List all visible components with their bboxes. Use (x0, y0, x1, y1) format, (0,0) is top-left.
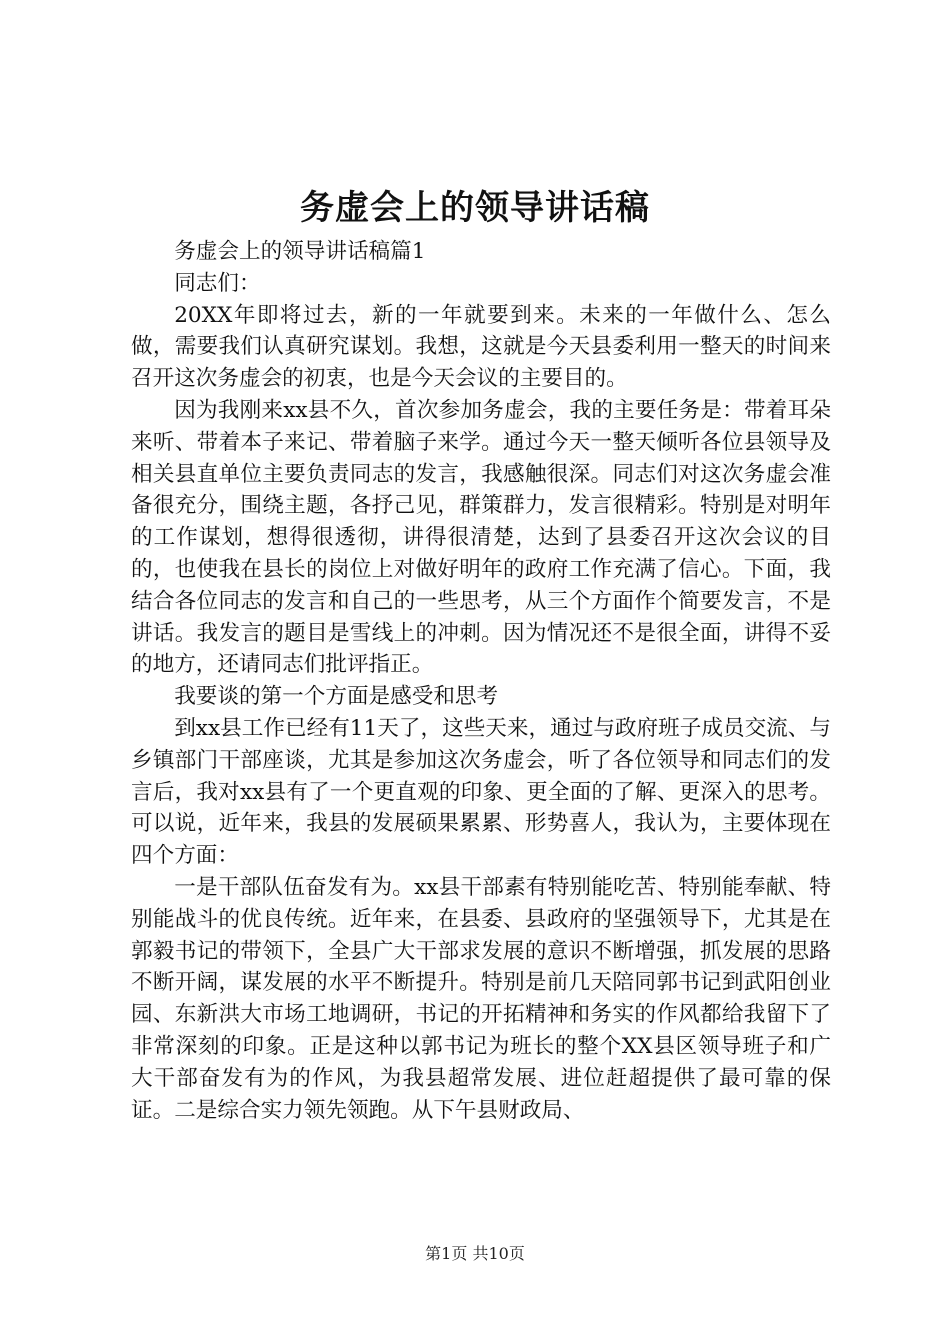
body-paragraph: 到xx县工作已经有11天了，这些天来，通过与政府班子成员交流、与乡镇部门干部座谈，尤其是参加这次务虚会，听了各位领导和同志们的发言后，我对xx县有了一个更直观的印象、更全面的了解、更深入的思考。可以说，近年来，我县的发展硕果累累、形势喜人，我认为，主要体现在四个方面： (131, 715, 831, 869)
document-body (131, 236, 831, 1126)
page-total: 共10页 (472, 1244, 525, 1263)
body-paragraph: 一是干部队伍奋发有为。xx县干部素有特别能吃苦、特别能奉献、特别能战斗的优良传统。近年来，在县委、县政府的坚强领导下，尤其是在郭毅书记的带领下，全县广大干部求发展的意识不断增强，抓发展的思路不断开阔，谋发展的水平不断提升。特别是前几天陪同郭书记到武阳创业园、东新洪大市场工地调研，书记的开拓精神和务实的作风都给我留下了非常深刻的印象。正是这种以郭书记为班长的整个XX县区领导班子和广大干部奋发有为的作风，为我县超常发展、进位赶超提供了最可靠的保证。二是综合实力领先领跑。从下午县财政局、 (131, 874, 831, 1123)
subsection-heading: 我要谈的第一个方面是感受和思考 (174, 684, 499, 710)
body-paragraph: 20XX年即将过去，新的一年就要到来。未来的一年做什么、怎么做，需要我们认真研究谋划。我想，这就是今天县委利用一整天的时间来召开这次务虚会的初衷，也是今天会议的主要目的。 (131, 302, 831, 392)
salutation: 同志们： (174, 270, 261, 296)
section-heading: 务虚会上的领导讲话稿篇1 (174, 239, 426, 264)
page-footer (0, 1243, 950, 1265)
document-title: 务虚会上的领导讲话稿 (300, 188, 650, 228)
page-number: 第1页 (425, 1244, 468, 1263)
body-paragraph: 因为我刚来xx县不久，首次参加务虚会，我的主要任务是：带着耳朵来听、带着本子来记、带着脑子来学。通过今天一整天倾听各位县领导及相关县直单位主要负责同志的发言，我感触很深。同志们对这次务虚会准备很充分，围绕主题，各抒己见，群策群力，发言很精彩。特别是对明年的工作谋划，想得很透彻，讲得很清楚，达到了县委召开这次会议的目的，也使我在县长的岗位上对做好明年的政府工作充满了信心。下面，我结合各位同志的发言和自己的一些思考，从三个方面作个简要发言，不是讲话。我发言的题目是雪线上的冲刺。因为情况还不是很全面，讲得不妥的地方，还请同志们批评指正。 (131, 397, 831, 678)
